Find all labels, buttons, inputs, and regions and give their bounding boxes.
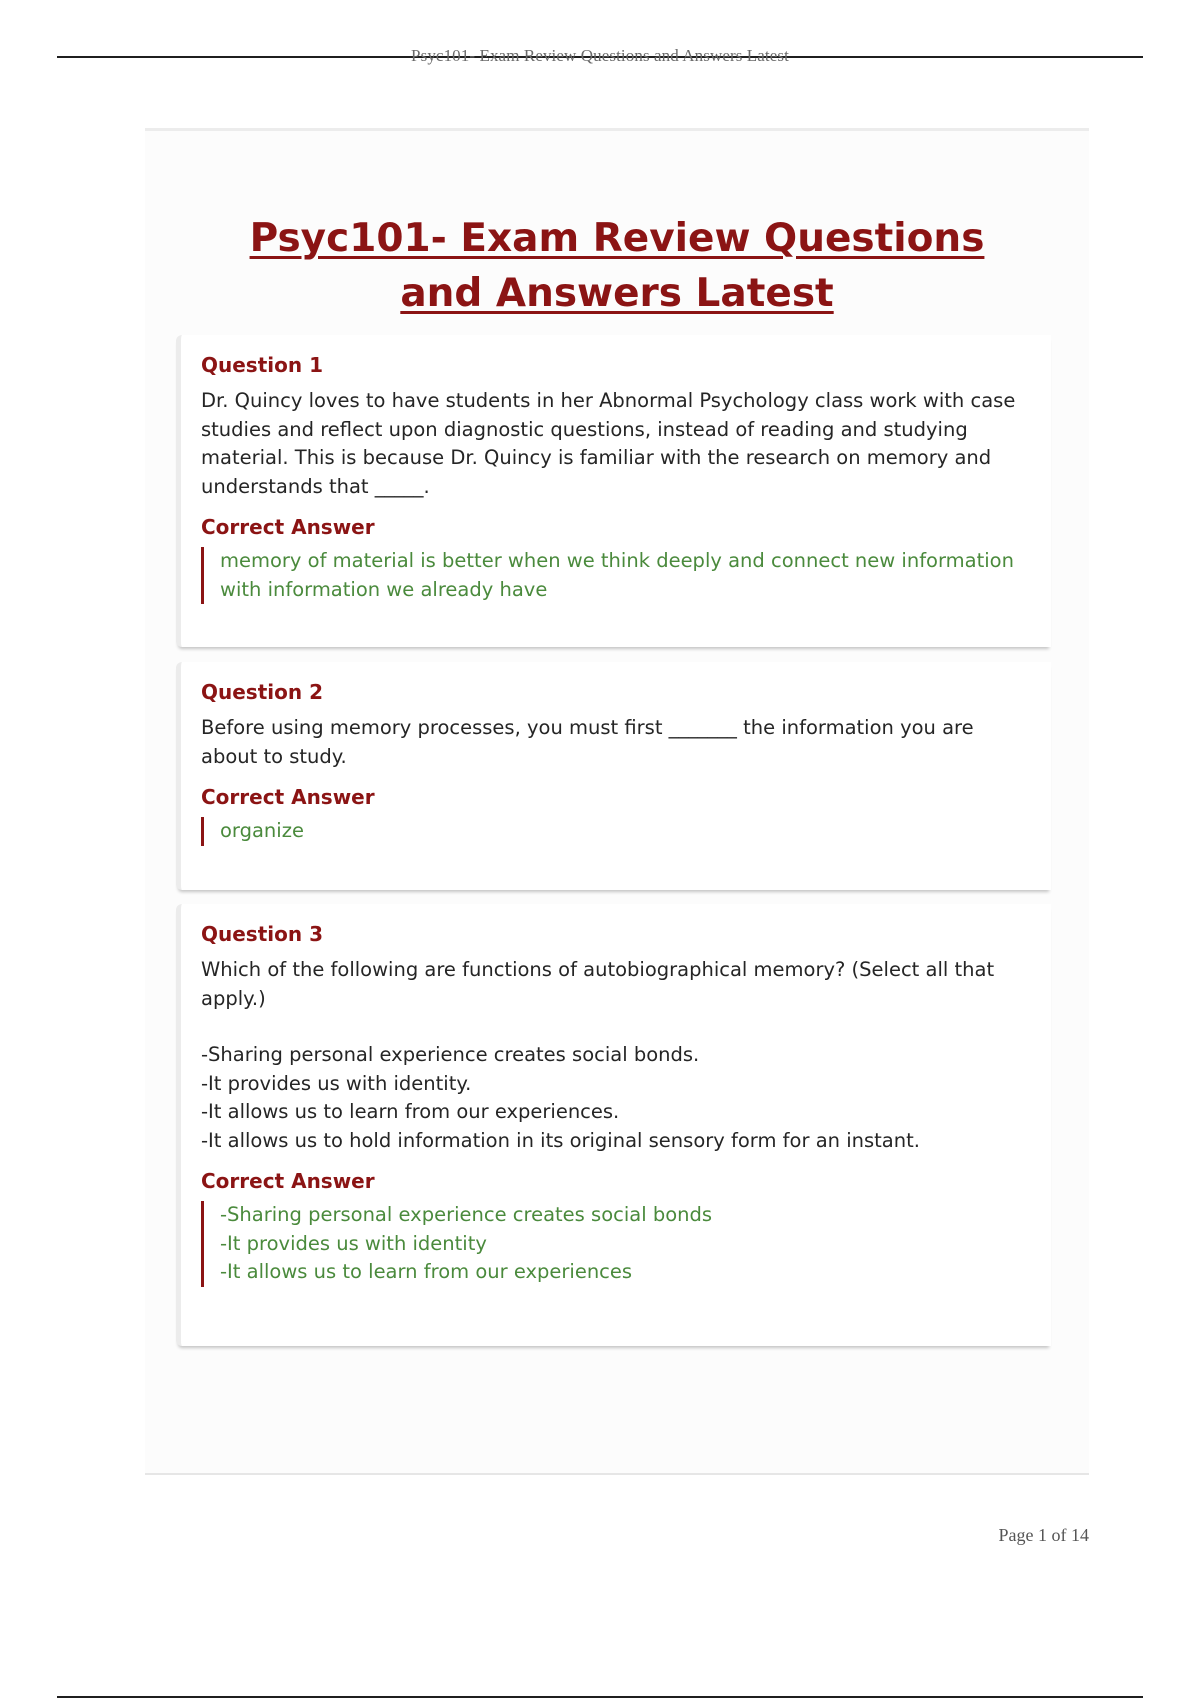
running-header-title: Psyc101- Exam Review Questions and Answers Latest	[411, 46, 789, 65]
correct-answer-label: Correct Answer	[201, 515, 375, 539]
option-item: -Sharing personal experience creates social bonds.	[201, 1043, 700, 1066]
question-label: Question 3	[201, 922, 323, 946]
correct-answer-label: Correct Answer	[201, 1169, 375, 1193]
page-number: Page 1 of 14	[998, 1525, 1089, 1545]
question-label: Question 2	[201, 680, 323, 704]
option-item: -It allows us to learn from our experiences.	[201, 1100, 620, 1123]
option-item: -It allows us to hold information in its original sensory form for an instant.	[201, 1128, 920, 1152]
correct-answer-label: Correct Answer	[201, 785, 375, 809]
question-text: Dr. Quincy loves to have students in her Abnormal Psychology class work with case studies and reflect upon diagnostic questions, instead of reading and studying material. This is because Dr. Quincy is familiar with the research on memory and understands that _____.	[201, 389, 1016, 498]
option-item: -It provides us with identity.	[201, 1071, 472, 1095]
document-page	[145, 128, 1089, 1475]
question-text: Before using memory processes, you must first _______ the information you are about to study.	[201, 716, 974, 768]
answer-line: organize	[220, 819, 304, 842]
answer-line: -It allows us to learn from our experiences	[220, 1260, 633, 1283]
answer-line: -Sharing personal experience creates social bonds	[220, 1203, 713, 1226]
answer-line: -It provides us with identity	[220, 1231, 487, 1255]
question-card-1	[176, 335, 1051, 647]
correct-answer-block	[201, 817, 1031, 846]
correct-answer-block	[201, 1201, 1031, 1287]
question-card-2	[176, 662, 1051, 890]
question-text: Which of the following are functions of autobiographical memory? (Select all that apply.)	[201, 958, 995, 1010]
document-title: Psyc101- Exam Review Questions and Answers Latest	[249, 216, 985, 316]
question-card-3	[176, 904, 1051, 1346]
correct-answer-block	[201, 547, 1031, 604]
option-list	[201, 1041, 1031, 1155]
question-label: Question 1	[201, 353, 323, 377]
answer-line: memory of material is better when we think deeply and connect new information with information we already have	[220, 549, 1014, 601]
footer-rule	[57, 1696, 1143, 1698]
